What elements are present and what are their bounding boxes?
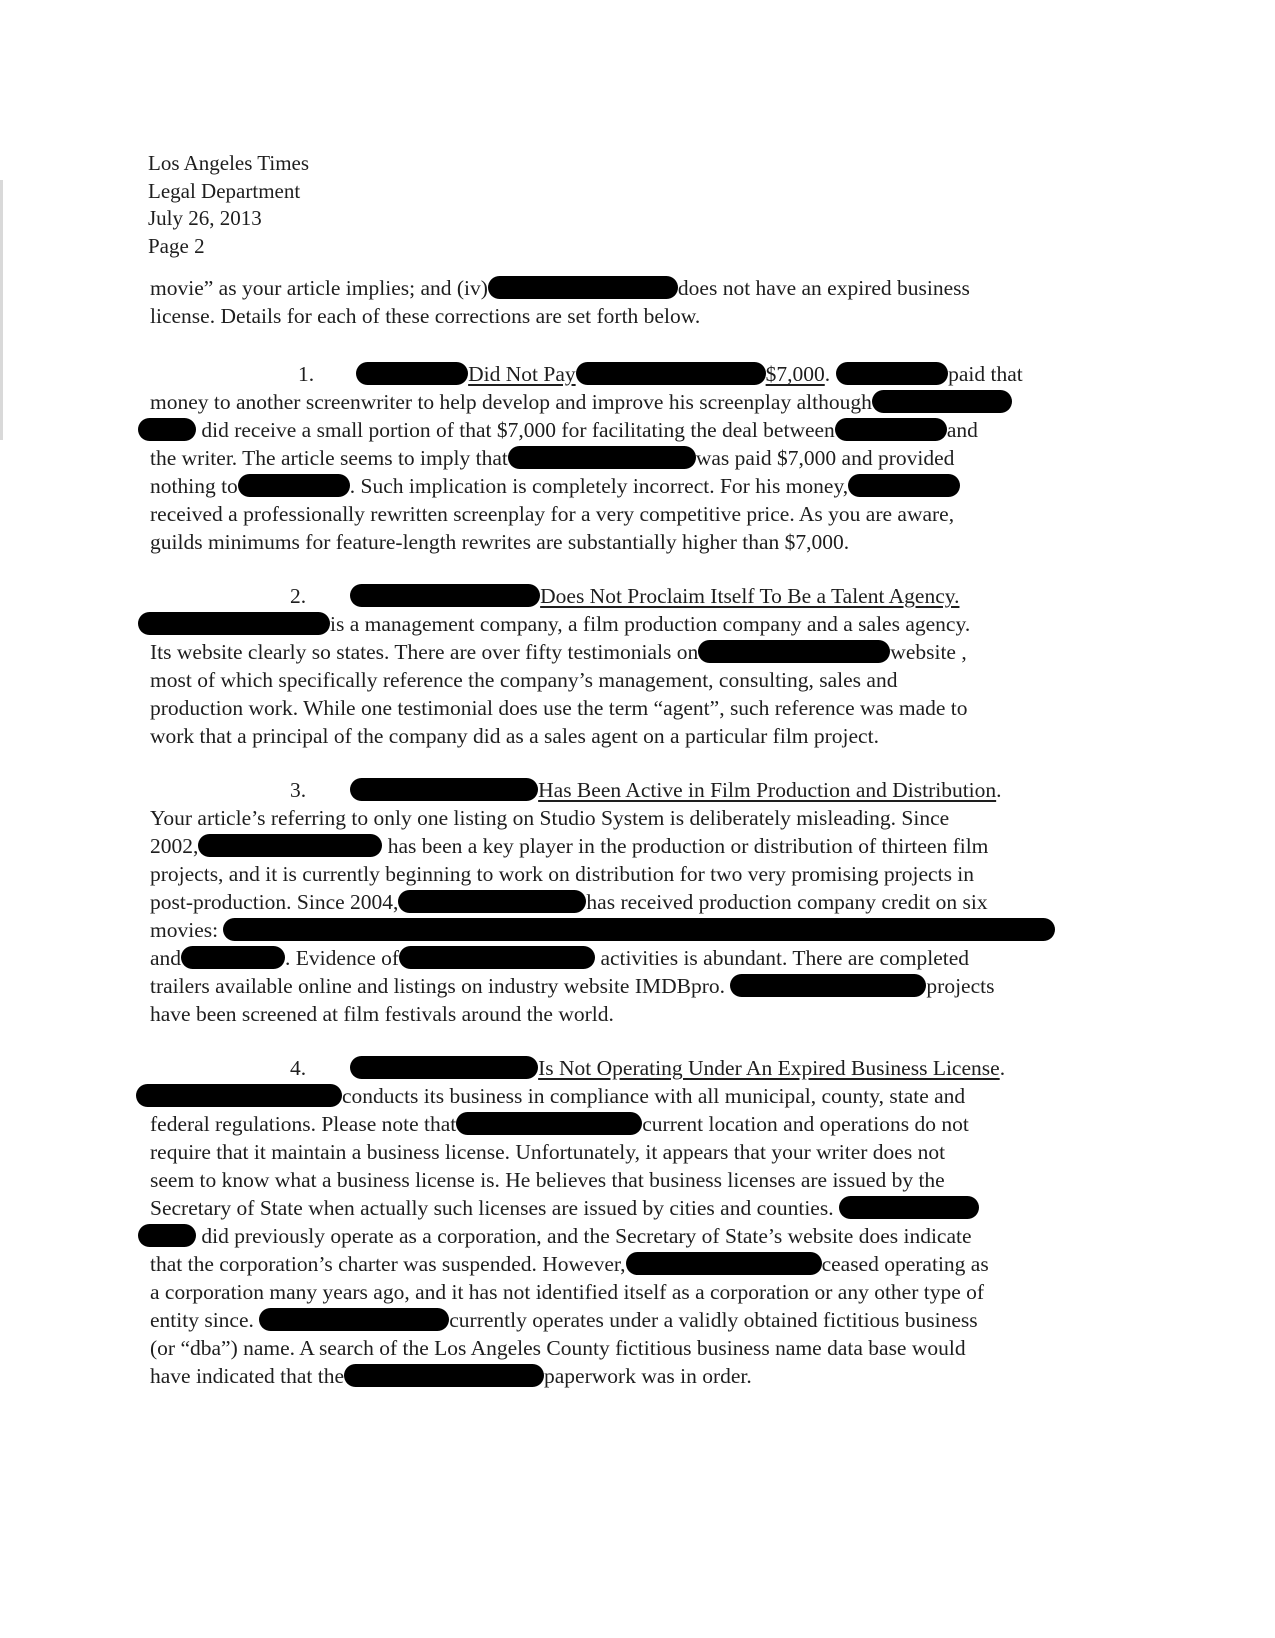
- text: .: [999, 1056, 1006, 1080]
- text: 2002,: [150, 834, 199, 858]
- redaction-bar: [223, 918, 1055, 941]
- text: post-production. Since 2004,: [150, 890, 399, 914]
- redaction-bar: [344, 1364, 544, 1387]
- header-org: Los Angeles Times: [148, 151, 310, 175]
- redaction-bar: [848, 474, 960, 497]
- text: Your article’s referring to only one listing on Studio System is deliberately misleading. Since: [150, 806, 950, 830]
- redaction-bar: [698, 640, 890, 663]
- text: the writer. The article seems to imply that: [150, 446, 508, 470]
- text: is a management company, a film production company and a sales agency.: [330, 612, 971, 636]
- section-number: 3.: [290, 778, 307, 802]
- section-heading: Does Not Proclaim Itself To Be a Talent Agency.: [540, 584, 960, 608]
- text: federal regulations. Please note that: [150, 1112, 457, 1136]
- text: trailers available online and listings on industry website IMDBpro.: [150, 974, 726, 998]
- text: projects, and it is currently beginning to work on distribution for two very promising projects in: [150, 862, 975, 886]
- text: work that a principal of the company did as a sales agent on a particular film project.: [150, 724, 879, 748]
- text: have indicated that the: [150, 1364, 345, 1388]
- redaction-bar: [350, 584, 540, 607]
- text: guilds minimums for feature-length rewrites are substantially higher than $7,000.: [150, 530, 850, 554]
- section-4: [150, 1054, 1140, 1390]
- redaction-bar: [456, 1112, 642, 1135]
- redaction-bar: [398, 890, 586, 913]
- text: entity since.: [150, 1308, 254, 1332]
- section-number: 4.: [290, 1056, 307, 1080]
- text: a corporation many years ago, and it has not identified itself as a corporation or any other type of: [150, 1280, 985, 1304]
- text: did receive a small portion of that $7,000 for facilitating the deal between: [201, 418, 835, 442]
- letter-header: [148, 150, 309, 260]
- redaction-bar: [350, 1056, 538, 1079]
- redaction-bar: [835, 418, 947, 441]
- intro-paragraph: [150, 274, 1140, 330]
- text: Its website clearly so states. There are over fifty testimonials on: [150, 640, 699, 664]
- redaction-bar: [138, 418, 196, 441]
- section-2: [150, 582, 1140, 750]
- text: (or “dba”) name. A search of the Los Angeles County fictitious business name data base would: [150, 1336, 966, 1360]
- redaction-bar: [836, 362, 948, 385]
- section-heading: Is Not Operating Under An Expired Business License: [538, 1056, 1000, 1080]
- text: was paid $7,000 and provided: [695, 446, 955, 470]
- section-3: [150, 776, 1140, 1028]
- text: movies:: [150, 918, 219, 942]
- text: projects: [926, 974, 995, 998]
- text: and: [946, 418, 978, 442]
- text: website ,: [890, 640, 967, 664]
- text: received a professionally rewritten screenplay for a very competitive price. As you are aware,: [150, 502, 955, 526]
- redaction-bar: [488, 276, 678, 299]
- text: have been screened at film festivals around the world.: [150, 1002, 614, 1026]
- text: currently operates under a validly obtained fictitious business: [449, 1308, 978, 1332]
- redaction-bar: [839, 1196, 979, 1219]
- redaction-bar: [356, 362, 468, 385]
- text: movie” as your article implies; and (iv): [150, 276, 488, 300]
- text: money to another screenwriter to help develop and improve his screenplay although: [150, 390, 872, 414]
- section-1: [150, 360, 1140, 556]
- scan-edge-mark: [0, 180, 3, 440]
- text: . Evidence of: [285, 946, 400, 970]
- redaction-bar: [350, 778, 538, 801]
- text: most of which specifically reference the company’s management, consulting, sales and: [150, 668, 898, 692]
- section-heading: Did Not Pay: [468, 362, 576, 386]
- section-heading: $7,000: [765, 362, 825, 386]
- redaction-bar: [576, 362, 766, 385]
- text: .: [996, 778, 1002, 802]
- redaction-bar: [259, 1308, 449, 1331]
- redaction-bar: [181, 946, 285, 969]
- text: ceased operating as: [821, 1252, 989, 1276]
- text: .: [824, 362, 831, 386]
- section-heading: Has Been Active in Film Production and Distribution: [538, 778, 997, 802]
- redaction-bar: [136, 1084, 342, 1107]
- text: Secretary of State when actually such licenses are issued by cities and counties.: [150, 1196, 834, 1220]
- text: conducts its business in compliance with all municipal, county, state and: [342, 1084, 966, 1108]
- text: nothing to: [150, 474, 238, 498]
- header-date: July 26, 2013: [148, 206, 262, 230]
- section-number: 2.: [290, 584, 307, 608]
- text: license. Details for each of these corrections are set forth below.: [150, 304, 701, 328]
- redaction-bar: [730, 974, 926, 997]
- text: require that it maintain a business license. Unfortunately, it appears that your writer does not: [150, 1140, 946, 1164]
- text: paperwork was in order.: [544, 1364, 752, 1388]
- text: seem to know what a business license is. He believes that business licenses are issued by the: [150, 1168, 945, 1192]
- header-department: Legal Department: [148, 178, 301, 203]
- text: paid that: [948, 362, 1023, 386]
- redaction-bar: [626, 1252, 822, 1275]
- text: . Such implication is completely incorrect. For his money,: [349, 474, 849, 498]
- text: has received production company credit on six: [586, 890, 988, 914]
- redaction-bar: [198, 834, 382, 857]
- section-number: 1.: [298, 362, 315, 386]
- redaction-bar: [872, 390, 1012, 413]
- text: that the corporation’s charter was suspended. However,: [150, 1252, 626, 1276]
- text: has been a key player in the production or distribution of thirteen film: [387, 834, 989, 858]
- text: does not have an expired business: [677, 276, 970, 300]
- redaction-bar: [399, 946, 595, 969]
- text: did previously operate as a corporation, and the Secretary of State’s website does indicate: [201, 1224, 972, 1248]
- text: activities is abundant. There are completed: [600, 946, 969, 970]
- text: current location and operations do not: [642, 1112, 969, 1136]
- redaction-bar: [508, 446, 696, 469]
- redaction-bar: [138, 612, 330, 635]
- redaction-bar: [138, 1224, 196, 1247]
- header-page-number: Page 2: [148, 233, 205, 258]
- redaction-bar: [238, 474, 350, 497]
- text: production work. While one testimonial does use the term “agent”, such reference was made to: [150, 696, 968, 720]
- text: and: [150, 946, 182, 970]
